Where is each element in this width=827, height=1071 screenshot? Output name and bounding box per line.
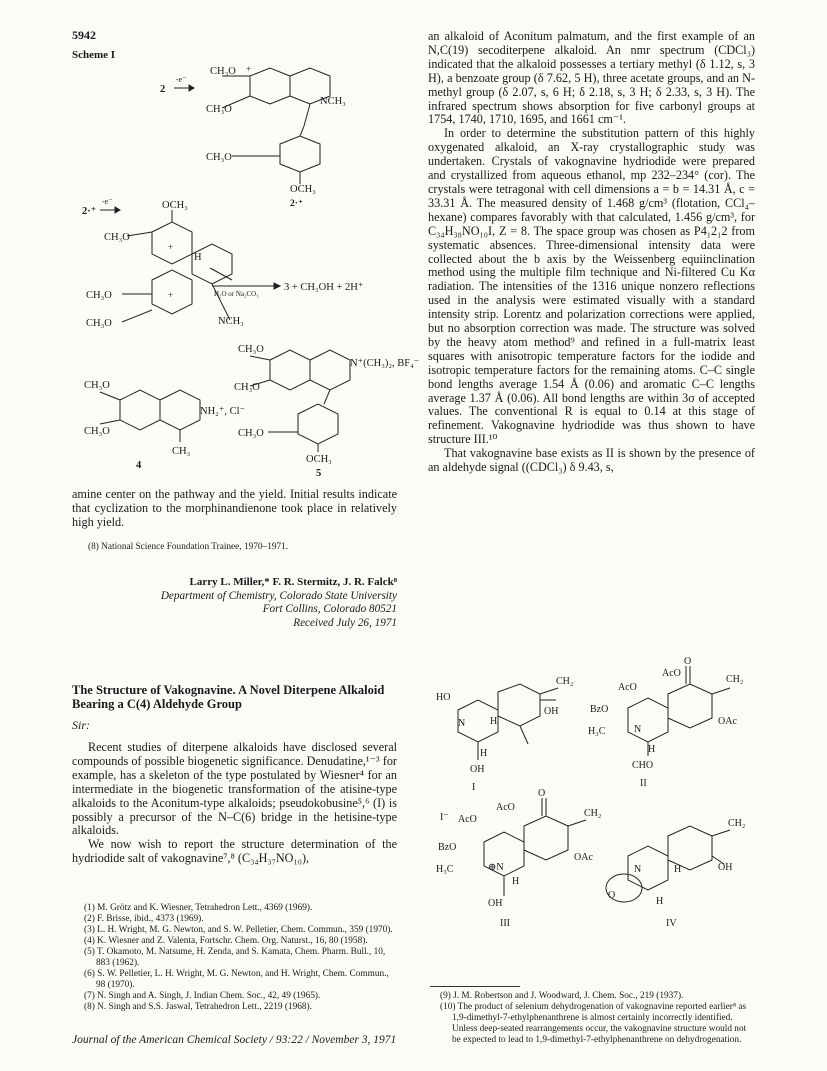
label-cpd4: 4 (136, 460, 142, 471)
svg-text:CH₃O: CH₃O (206, 104, 232, 115)
label-reagent: H₂O or Na₂CO₃ (214, 290, 259, 298)
svg-text:BzO: BzO (438, 842, 457, 853)
svg-text:OAc: OAc (574, 852, 593, 863)
svg-text:CH₃: CH₃ (172, 446, 191, 457)
svg-text:CH₃O: CH₃O (86, 318, 112, 329)
reference-item: (5) T. Okamoto, M. Natsume, H. Zenda, and S. Kamata, Chem. Pharm. Bull., 10, 883 (1962). (84, 947, 386, 968)
svg-text:H: H (194, 252, 202, 263)
affiliation-1: Department of Chemistry, Colorado State University (160, 589, 397, 602)
received-date: Received July 26, 1971 (293, 616, 397, 629)
svg-text:H₃C: H₃C (588, 726, 606, 737)
label-radical-start: 2·⁺ (82, 206, 97, 217)
article-title: The Structure of Vakognavine. A Novel Diterpene Alkaloid Bearing a C(4) Aldehyde Group (72, 683, 385, 711)
svg-text:CH₃O: CH₃O (238, 428, 264, 439)
svg-text:N⁺(CH₃)₂, BF₄⁻: N⁺(CH₃)₂, BF₄⁻ (350, 358, 420, 369)
svg-text:O: O (608, 890, 616, 901)
svg-text:⊕N: ⊕N (488, 862, 504, 873)
svg-text:H₃C: H₃C (436, 864, 454, 875)
footnote-8: (8) National Science Foundation Trainee, 1970–1971. (88, 542, 289, 552)
svg-text:NCH₃: NCH₃ (320, 96, 346, 107)
salutation: Sir: (72, 718, 90, 732)
label-cpd5: 5 (316, 468, 322, 479)
svg-text:H: H (512, 876, 520, 887)
svg-text:AcO: AcO (496, 802, 515, 813)
svg-text:HO: HO (436, 692, 451, 703)
continuation-text: amine center on the pathway and the yield. Initial results indicate that cyclization to the morphinandienone took place in relatively high yield. (72, 487, 397, 529)
svg-text:CH₃O: CH₃O (84, 380, 110, 391)
svg-text:H: H (648, 744, 656, 755)
svg-text:H: H (656, 896, 664, 907)
svg-text:H: H (490, 716, 498, 727)
svg-text:O: O (538, 788, 546, 799)
svg-text:+: + (168, 290, 174, 300)
structure-label-IV: IV (666, 918, 677, 929)
structure-label-III: III (500, 918, 510, 929)
svg-text:CH₂: CH₂ (728, 818, 746, 829)
svg-text:CH₃O: CH₃O (206, 152, 232, 163)
authors: Larry L. Miller,* F. R. Stermitz, J. R. Falck⁸ (189, 576, 397, 588)
label-product-eq: 3 + CH₃OH + 2H⁺ (284, 282, 364, 293)
svg-text:N: N (458, 718, 466, 729)
structure-label-II: II (640, 778, 647, 789)
reference-item: (3) L. H. Wright, M. G. Newton, and S. W. Pelletier, Chem. Commun., 359 (1970). (84, 925, 393, 935)
svg-text:CH₂: CH₂ (556, 676, 574, 687)
article-paragraph-1: Recent studies of diterpene alkaloids have disclosed several compounds of possible biogenetic significance. Denudatine,¹⁻³ for example, has a skeleton of the type postulated by Wiesner⁴ for an intermediate in the biogenetic transformation of the atisine-type alkaloids to the Aconitum-type alkaloids; pseudokobusine⁵,⁶ (I) is possibly a precursor of the N–C(6) bridge in the hetisine-type alkaloids. (72, 740, 397, 838)
article-paragraph-2: We now wish to report the structure determination of the hydriodide salt of vakognavine⁷,⁸ (C₃₄H₃₇NO₁₀), (72, 837, 397, 866)
svg-text:OH: OH (470, 764, 485, 775)
svg-text:O: O (684, 656, 692, 667)
right-paragraph-3: That vakognavine base exists as II is shown by the presence of an aldehyde signal ((CDCl₃) δ 9.43, s, (428, 446, 755, 475)
svg-text:AcO: AcO (618, 682, 637, 693)
svg-text:CH₂: CH₂ (584, 808, 602, 819)
reference-item: (8) N. Singh and S.S. Jaswal, Tetrahedron Lett., 2219 (1968). (84, 1002, 312, 1012)
svg-text:CH₃O: CH₃O (86, 290, 112, 301)
right-column-text (428, 30, 755, 475)
reference-item: (9) J. M. Robertson and J. Woodward, J. Chem. Soc., 219 (1937). (440, 991, 684, 1001)
svg-text:AcO: AcO (458, 814, 477, 825)
svg-text:OCH₃: OCH₃ (162, 200, 188, 211)
article-body (72, 741, 397, 866)
scheme-title: Scheme I (72, 49, 116, 61)
reference-item: (2) F. Brisse, ibid., 4373 (1969). (84, 914, 204, 924)
scheme-diagram (72, 60, 420, 479)
page-number: 5942 (72, 28, 96, 42)
svg-text:OCH₃: OCH₃ (306, 454, 332, 465)
svg-text:CH₃O: CH₃O (104, 232, 130, 243)
affiliation-2: Fort Collins, Colorado 80521 (262, 603, 397, 615)
svg-text:OH: OH (544, 706, 559, 717)
label-arrow-e2: -e⁻ (102, 197, 113, 206)
svg-text:+: + (246, 64, 252, 74)
journal-footer: Journal of the American Chemical Society / 93:22 / November 3, 1971 (72, 1034, 397, 1046)
reference-item: (1) M. Grötz and K. Wiesner, Tetrahedron Lett., 4369 (1969). (84, 903, 313, 913)
reference-item: (4) K. Wiesner and Z. Valenta, Fortschr. Chem. Org. Naturst., 16, 80 (1958). (84, 936, 368, 946)
svg-text:NCH₃: NCH₃ (218, 316, 244, 327)
author-block (72, 576, 397, 630)
svg-text:NH₂⁺, Cl⁻: NH₂⁺, Cl⁻ (200, 406, 246, 417)
label-cpd2plus: 2·⁺ (290, 199, 303, 209)
svg-text:CH₂: CH₂ (726, 674, 744, 685)
svg-text:I⁻: I⁻ (440, 812, 449, 823)
structure-label-I: I (472, 782, 476, 793)
svg-text:OH: OH (488, 898, 503, 909)
reference-item: (7) N. Singh and A. Singh, J. Indian Chem. Soc., 42, 49 (1965). (84, 991, 321, 1001)
svg-text:OAc: OAc (718, 716, 737, 727)
svg-text:N: N (634, 724, 642, 735)
label-arrow-e: -e⁻ (176, 75, 187, 84)
svg-text:CH₃O: CH₃O (210, 66, 236, 77)
svg-text:CH₃O: CH₃O (238, 344, 264, 355)
right-paragraph-2: In order to determine the substitution pattern of this highly oxygenated alkaloid, an X-ray crystallographic study was undertaken. Crystals of vakognavine hydriodide were prepared and crystallized from aqueous ethanol, mp 232–234° (cor). The crystals were tetragonal with cell dimensions a = b = 14.31 Å, c = 33.31 Å. The measured density of 1.468 g/cm³ (flotation, CCl₄–hexane) compares favorably with that calculated, 1.456 g/cm³, for C₃₄H₃₈NO₁₀I, Z = 8. The space group was chosen as P4₁2₁2 from systematic absences. Three-dimensional intensity data were collected about the b axis by the Weissenberg equiinclination method using the multiple film technique and Ni-filtered Cu Kα radiation. The intensities of the 1316 unique nonzero reflections used in the analysis were estimated visually with a standard intensity strip. Lorentz and polarization corrections were applied, but no absorption correction was made. The structure was solved by the heavy atom method⁹ and refined in a full-matrix least squares with anisotropic temperature factors for the iodide and isotropic temperature factors for the remaining atoms. C–C single bond lengths average 1.54 Å (0.06) and aromatic C–C lengths average 1.37 Å (0.06). All bond lengths are within 3σ of accepted values. The conventional R is equal to 0.14 at this stage of refinement. Vakognavine hydriodide was thus shown to have structure III.¹⁰ (428, 126, 755, 447)
svg-text:+: + (168, 242, 174, 252)
svg-text:BzO: BzO (590, 704, 609, 715)
left-continuation (72, 488, 397, 530)
structures-diagram (428, 656, 758, 980)
svg-text:CHO: CHO (632, 760, 654, 771)
svg-text:H: H (480, 748, 488, 759)
footnote-rule (430, 986, 520, 987)
svg-text:OH: OH (718, 862, 733, 873)
svg-text:OCH₃: OCH₃ (290, 184, 316, 195)
svg-text:CH₃O: CH₃O (84, 426, 110, 437)
svg-text:N: N (634, 864, 642, 875)
reference-item: (6) S. W. Pelletier, L. H. Wright, M. G. Newton, and H. Wright, Chem. Commun., 98 (1970). (84, 969, 389, 990)
right-references (440, 991, 756, 1046)
reference-item: (10) The product of selenium dehydrogenation of vakognavine reported earlier⁸ as 1,9-dimethyl-7-ethylphenanthrene is almost certainly incorrectly identified. Unless deep-seated rearrangements occur, the vakognavine structure would not be expected to lead to 1,9-dimethyl-7-ethylphenanthrene on dehydrogenation. (440, 1002, 747, 1045)
label-cpd2: 2 (160, 84, 166, 95)
article-references (84, 903, 397, 1013)
svg-text:H: H (674, 864, 682, 875)
right-paragraph-1: an alkaloid of Aconitum palmatum, and the first example of an N,C(19) secoditerpene alkaloid. An nmr spectrum (CDCl₃) indicated that the alkaloid possesses a tertiary methyl (δ 1.12, s, 3 H), a benzoate group (δ 7.62, 5 H), three acetate groups, and an N-methyl group (δ 2.07, s, 6 H; δ 2.18, s, 3 H; δ 2.33, s, 3 H). The infrared spectrum shows absorption for five carbonyl groups at 1754, 1740, 1710, 1695, and 1661 cm⁻¹. (428, 29, 755, 127)
svg-text:AcO: AcO (662, 668, 681, 679)
svg-text:CH₃O: CH₃O (234, 382, 260, 393)
